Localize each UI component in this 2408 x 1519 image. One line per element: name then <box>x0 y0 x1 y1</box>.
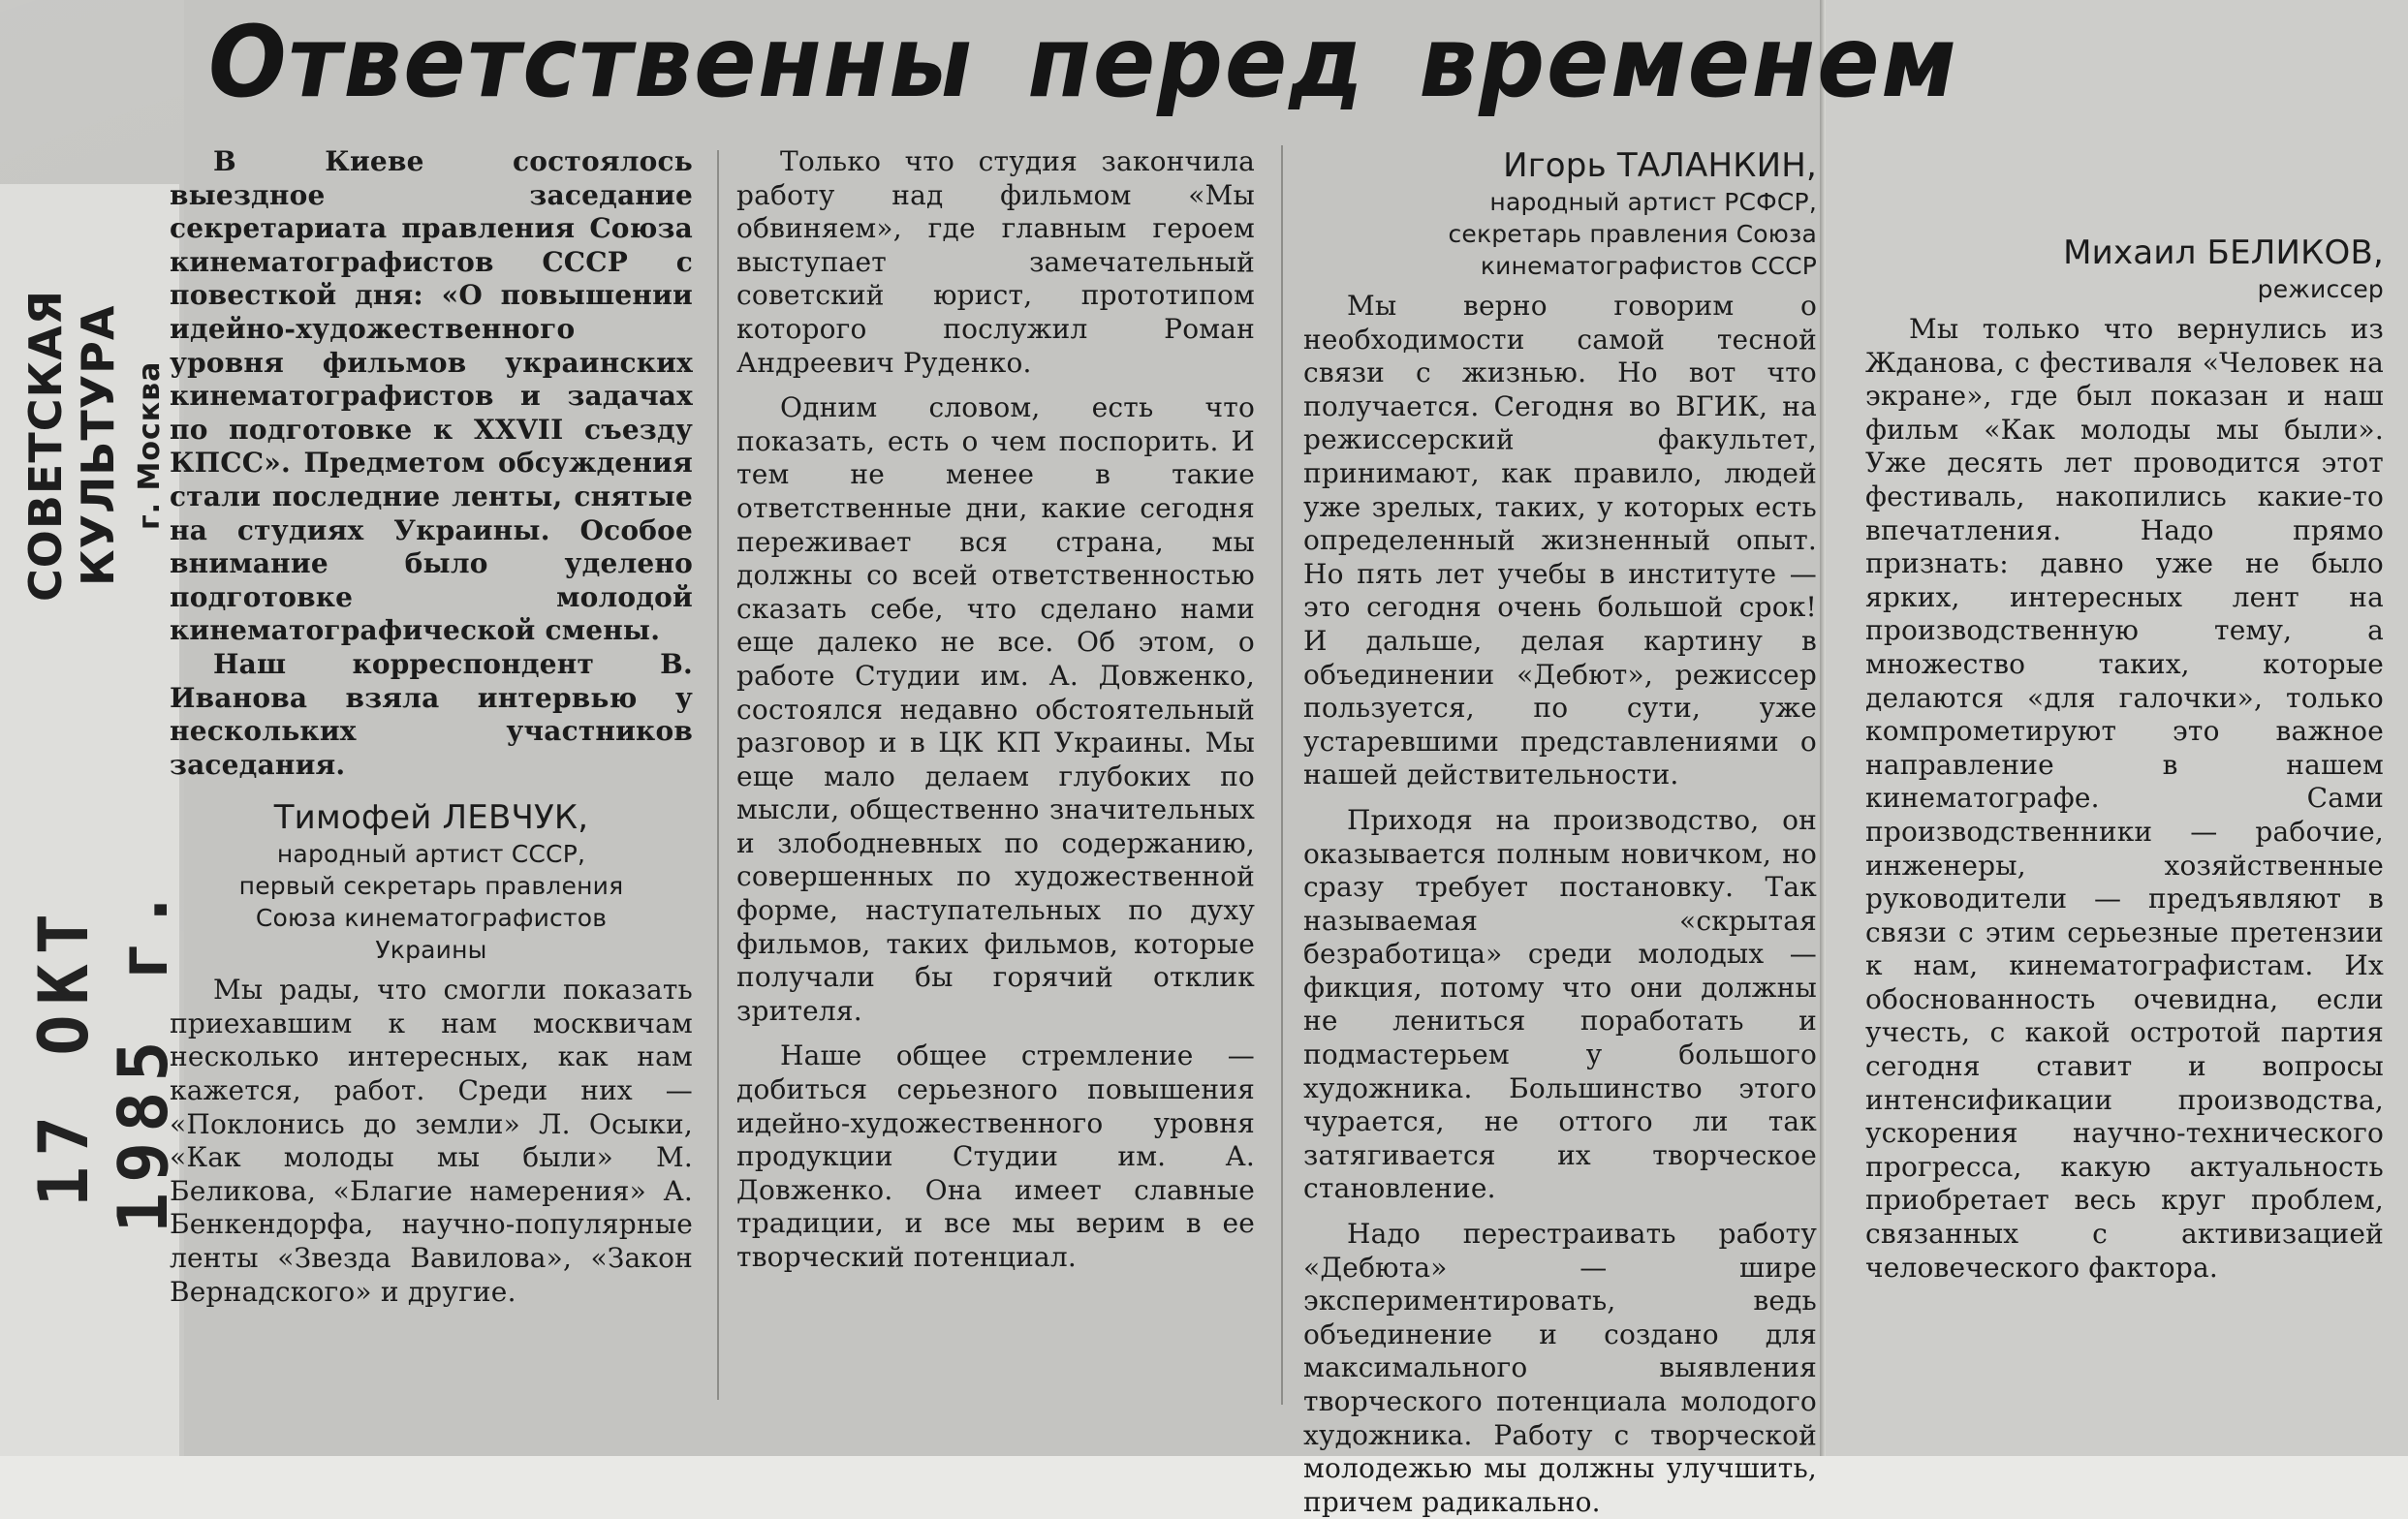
headline-word-3: временем <box>1419 5 1958 120</box>
author-name: Михаил БЕЛИКОВ, <box>2063 233 2384 272</box>
column-rule <box>717 150 719 1400</box>
newspaper-name: СОВЕТСКАЯ КУЛЬТУРА <box>19 289 124 603</box>
newspaper-city: г. Москва <box>133 360 167 531</box>
paper-fold <box>1820 0 1826 1456</box>
author-title: народный артист СССР, <box>276 840 586 869</box>
column-rule <box>1281 145 1283 1405</box>
author-byline-belikov <box>1865 232 2384 305</box>
article-paragraph: Мы только что вернулись из Жданова, с фестиваля «Человек на экране», где был показан и наш фильм «Как молоды мы были». Уже десять лет проводится этот фестиваль, накопились какие-то впечатления. Надо прямо признать: давно уже не было ярких, интересных лент на производственную тему, а множество таких, которые делаются «для галочки», только компрометируют это важное направление в нашем кинематографе. Сами производственники — рабочие, инженеры, хозяйственные руководители — предъявляют в связи с этим серьезные претензии к нам, кинематографистам. Их обоснованность очевидна, если учесть, с какой остротой партия сегодня ставит и вопросы интенсификации производства, ускорения научно-технического прогресса, какую актуальность приобретает весь круг проблем, связанных с активизацией человеческого фактора. <box>1865 313 2384 1284</box>
article-paragraph: Мы рады, что смогли показать приехавшим к нам москвичам несколько интересных, как нам кажется, работ. Среди них — «Поклонись до земли» Л. Осыки, «Как молоды мы были» М. Беликова, «Благие намерения» А. Бенкендорфа, научно-популярные ленты «Звезда Вавилова», «Закон Вернадского» и другие. <box>170 974 693 1308</box>
column-3 <box>1303 145 1817 1519</box>
author-title: Союза кинематографистов <box>255 904 608 933</box>
author-title: Украины <box>375 936 487 965</box>
author-title: секретарь правления Союза <box>1448 220 1817 248</box>
column-4 <box>1865 10 2384 1285</box>
author-name: Тимофей ЛЕВЧУК, <box>273 798 589 838</box>
author-byline-levchuk <box>170 797 693 966</box>
article-paragraph: Приходя на производство, он оказывается полным новичком, но сразу требует постановку. Так называемая «скрытая безработица» среди молодых — фикция, потому что они должны не лениться поработать и подмастерьем у большого художника. Большинство этого чурается, не оттого ли так затягивается их творческое становление. <box>1303 803 1817 1205</box>
article-paragraph: Одним словом, есть что показать, есть о чем поспорить. И тем не менее в такие ответственные дни, какие сегодня переживает вся страна, мы должны со всей ответственностью сказать себе, что сделано нами еще далеко не все. Об этом, о работе Студии им. А. Довженко, состоялся недавно обстоятельный разговор и в ЦК КП Украины. Мы еще мало делаем глубоких по мысли, общественно значительных и злободневных по содержанию, совершенных по художественной форме, наступательных по духу фильмов, таких фильмов, которые получали бы горячий отклик зрителя. <box>736 391 1255 1027</box>
author-name: Игорь ТАЛАНКИН, <box>1503 146 1817 185</box>
intro-paragraph: Наш корреспондент В. Иванова взяла интервью у нескольких участников заседания. <box>170 647 693 781</box>
author-byline-talankin <box>1303 145 1817 282</box>
author-title: режиссер <box>2257 275 2384 303</box>
headline-word-2: перед <box>1027 5 1365 120</box>
column-2 <box>736 145 1255 1275</box>
column-1 <box>170 145 693 1309</box>
author-title: первый секретарь правления <box>238 872 624 901</box>
date-stamp: 17 ОКТ 1985 г. <box>24 879 183 1233</box>
article-paragraph: Надо перестраивать работу «Дебюта» — шире экспериментировать, ведь объединение и создано для максимального выявления творческого потенциала молодого художника. Работу с творческой молодежью мы должны улучшить, причем радикально. <box>1303 1218 1817 1518</box>
article-paragraph: Только что студия закончила работу над фильмом «Мы обвиняем», где главным героем выступает замечательный советский юрист, прототипом которого послужил Роман Андреевич Руденко. <box>736 145 1255 379</box>
article-paragraph: Мы верно говорим о необходимости самой тесной связи с жизнью. Но вот что получается. Сегодня во ВГИК, на режиссерский факультет, принимают, как правило, людей уже зрелых, таких, у которых есть определенный жизненный опыт. Но пять лет учебы в институте — это сегодня очень большой срок! И дальше, делая картину в объединении «Дебют», режиссер пользуется, по сути, уже устаревшими представлениями о нашей действительности. <box>1303 290 1817 791</box>
headline-word-1: Ответственны <box>208 5 974 120</box>
author-title: народный артист РСФСР, <box>1489 188 1817 216</box>
intro-paragraph: В Киеве состоялось выездное заседание секретариата правления Союза кинематографистов СССР с повесткой дня: «О повышении идейно-художественного уровня фильмов украинских кинематографистов и задачах по подготовке к XXVII съезду КПСС». Предметом обсуждения стали последние ленты, снятые на студиях Украины. Особое внимание было уделено подготовке молодой кинематографической смены. <box>170 145 693 647</box>
newspaper-stamp <box>19 223 167 668</box>
article-paragraph: Наше общее стремление — добиться серьезного повышения идейно-художественного уровня продукции Студии им. А. Довженко. Она имеет славные традиции, и все мы верим в ее творческий потенциал. <box>736 1039 1255 1273</box>
article-headline <box>208 5 1958 121</box>
author-title: кинематографистов СССР <box>1480 252 1817 280</box>
